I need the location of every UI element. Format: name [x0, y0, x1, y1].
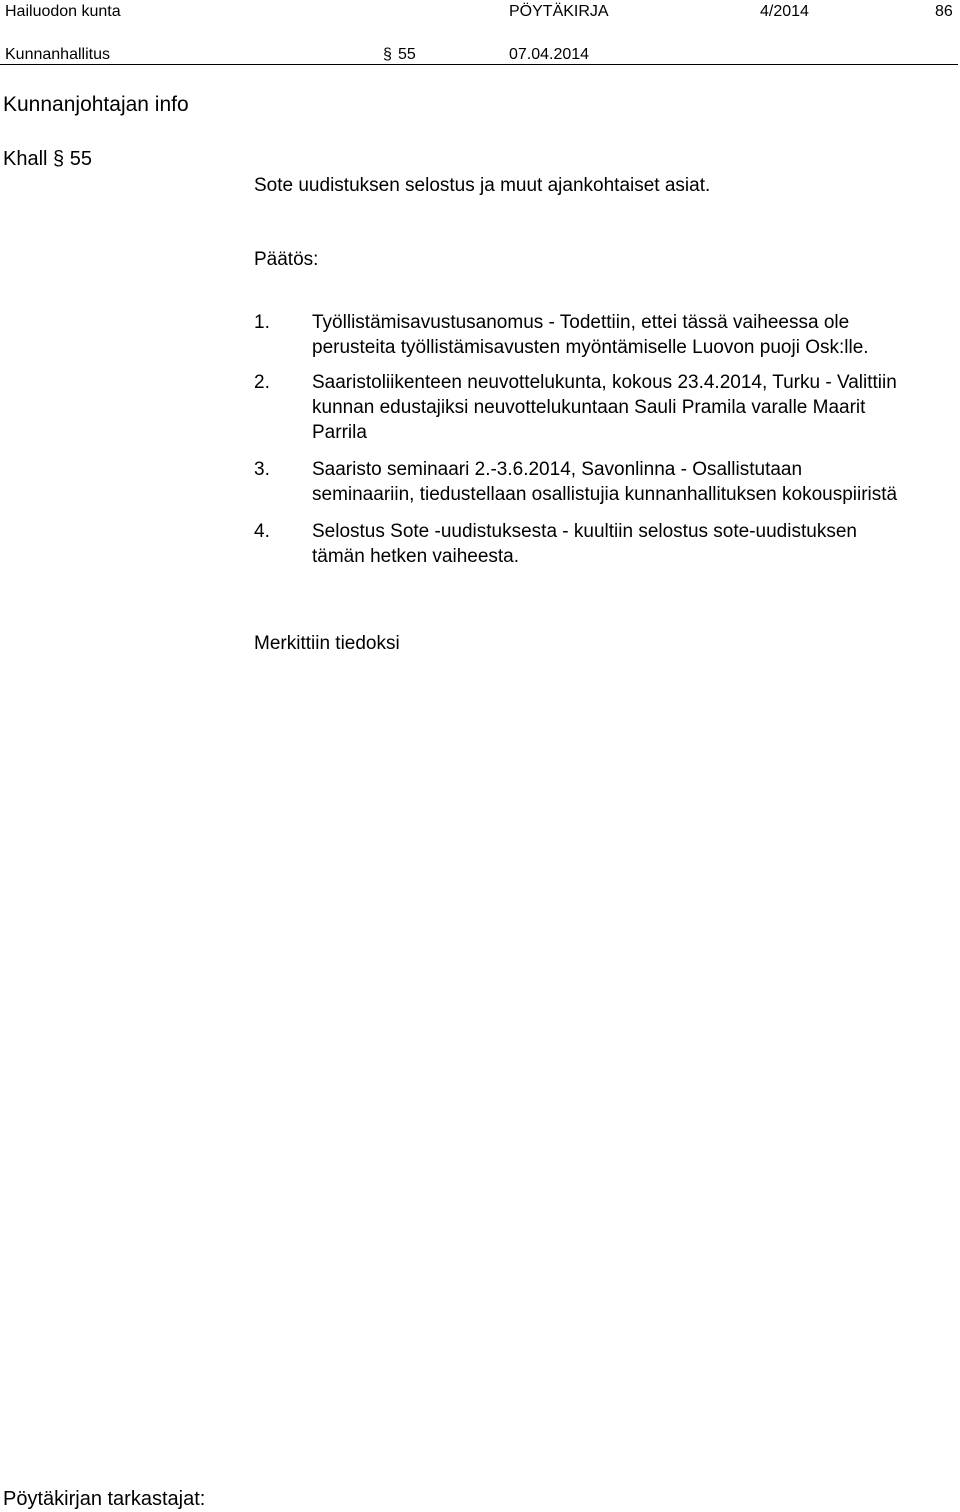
- item-line: tämän hetken vaiheesta.: [312, 546, 520, 567]
- item-number: 2.: [254, 372, 270, 393]
- item-line: Saaristoliikenteen neuvottelukunta, kokous 23.4.2014, Turku - Valittiin: [312, 372, 897, 393]
- item-line: Parrila: [312, 422, 367, 443]
- item-line: seminaariin, tiedustellaan osallistujia kunnanhallituksen kokouspiiristä: [312, 484, 898, 505]
- item-line: Selostus Sote -uudistuksesta - kuultiin selostus sote-uudistuksen: [312, 521, 857, 542]
- meeting-date: 07.04.2014: [509, 46, 590, 63]
- intro-text: Sote uudistuksen selostus ja muut ajankohtaiset asiat.: [254, 175, 711, 196]
- page-number: 86: [935, 3, 953, 20]
- item-text: [312, 310, 960, 360]
- decision-item-4: [254, 519, 960, 569]
- municipality-name: Hailuodon kunta: [5, 3, 121, 20]
- item-number: 1.: [254, 312, 270, 333]
- section-sign: §: [53, 148, 65, 170]
- section-number: 55: [69, 148, 92, 170]
- header-section-sign: §: [383, 46, 392, 63]
- section-label: Khall: [3, 148, 48, 170]
- item-line: Työllistämisavustusanomus - Todettiin, ettei tässä vaiheessa ole: [312, 312, 850, 333]
- governing-body: Kunnanhallitus: [5, 46, 110, 63]
- item-line: kunnan edustajiksi neuvottelukuntaan Sauli Pramila varalle Maarit: [312, 397, 866, 418]
- item-text: [312, 370, 960, 445]
- item-text: [312, 457, 960, 507]
- header-divider: [0, 64, 958, 65]
- decision-item-2: [254, 370, 960, 445]
- decision-item-1: [254, 310, 960, 360]
- document-number: 4/2014: [760, 3, 809, 20]
- item-number: 3.: [254, 459, 270, 480]
- item-line: Saaristo seminaari 2.-3.6.2014, Savonlinna - Osallistutaan: [312, 459, 803, 480]
- document-type: PÖYTÄKIRJA: [509, 3, 609, 20]
- page-title: Kunnanjohtajan info: [3, 93, 189, 116]
- item-number: 4.: [254, 521, 270, 542]
- header-section-number: 55: [398, 46, 416, 63]
- conclusion-text: Merkittiin tiedoksi: [254, 633, 400, 654]
- footer-reviewers-label: Pöytäkirjan tarkastajat:: [3, 1488, 206, 1510]
- item-line: perusteita työllistämisavusten myöntämiselle Luovon puoji Osk:lle.: [312, 337, 869, 358]
- decision-item-3: [254, 457, 960, 507]
- decision-label: Päätös:: [254, 249, 319, 270]
- item-text: [312, 519, 960, 569]
- section-reference: [3, 146, 92, 172]
